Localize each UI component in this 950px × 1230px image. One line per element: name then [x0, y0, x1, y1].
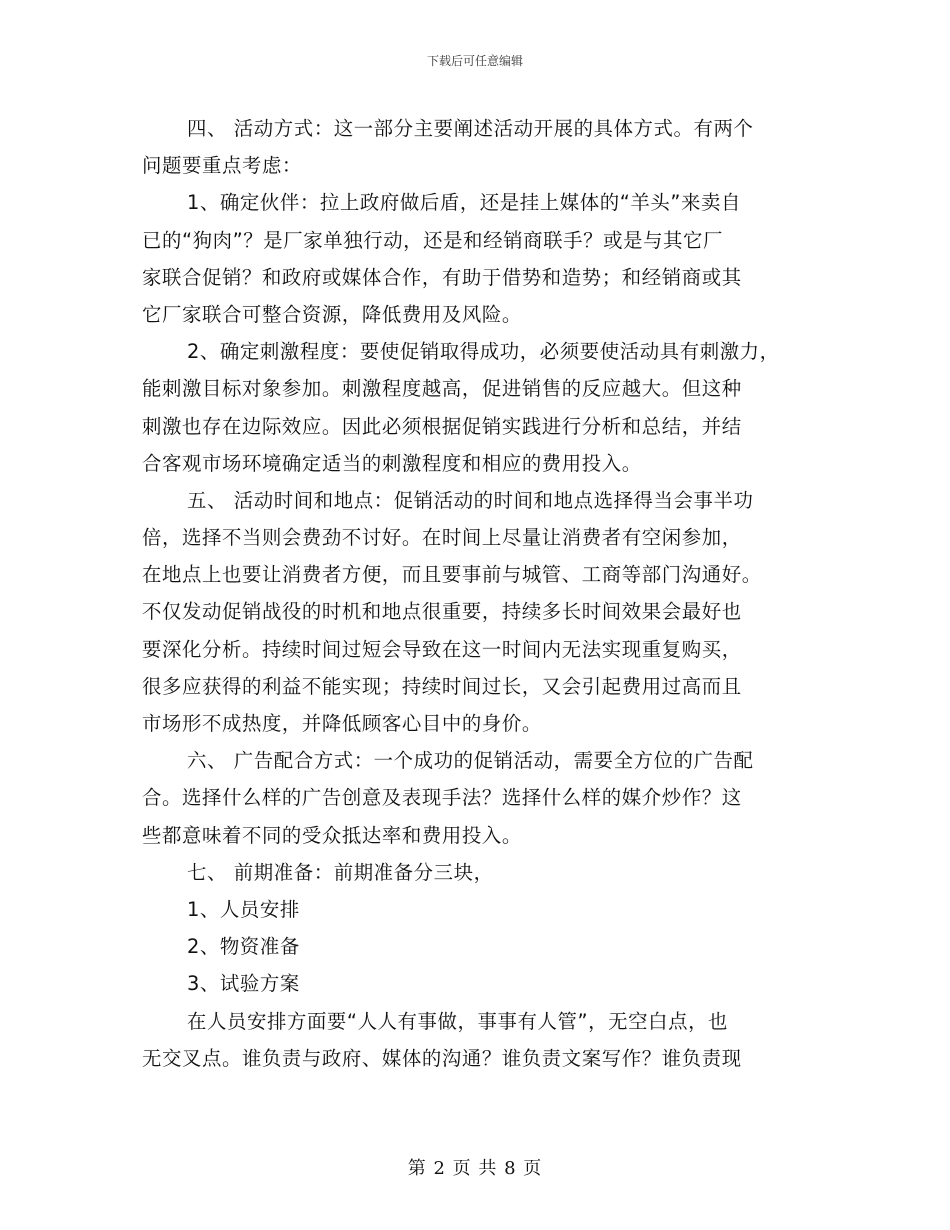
- text-line: 1、人员安排: [187, 897, 300, 921]
- text-line: 市场形不成热度，并降低顾客心目中的身价。: [142, 712, 542, 735]
- text-line: 不仅发动促销战役的时机和地点很重要，持续多长时间效果会最好也: [142, 600, 742, 624]
- page-footer: 第 2 页 共 8 页: [407, 1158, 543, 1179]
- text-line: 3、试验方案: [187, 972, 300, 996]
- body-text: [142, 110, 817, 1077]
- text-line: 很多应获得的利益不能实现；持续时间过长，又会引起费用过高而且: [142, 674, 742, 698]
- text-line: 已的“狗肉”？是厂家单独行动，还是和经销商联手？或是与其它厂: [142, 228, 724, 252]
- text-line: 六、 广告配合方式：一个成功的促销活动，需要全方位的广告配: [187, 749, 754, 773]
- text-line: 合客观市场环境确定适当的刺激程度和相应的费用投入。: [142, 451, 642, 475]
- page-header: 下载后可任意编辑: [426, 54, 523, 68]
- text-line: 倍，选择不当则会费劲不讨好。在时间上尽量让消费者有空闲参加，: [142, 526, 742, 550]
- text-line: 五、 活动时间和地点：促销活动的时间和地点选择得当会事半功: [187, 488, 754, 512]
- text-line: 无交叉点。谁负责与政府、媒体的沟通？谁负责文案写作？谁负责现: [142, 1046, 742, 1070]
- text-line: 些都意味着不同的受众抵达率和费用投入。: [142, 823, 522, 847]
- text-line: 在地点上也要让消费者方便，而且要事前与城管、工商等部门沟通好。: [142, 563, 762, 587]
- text-line: 家联合促销？和政府或媒体合作，有助于借势和造势；和经销商或其: [142, 265, 742, 289]
- text-line: 七、 前期准备：前期准备分三块，: [187, 860, 494, 884]
- text-line: 它厂家联合可整合资源，降低费用及风险。: [142, 302, 522, 326]
- text-line: 2、物资准备: [187, 935, 300, 959]
- text-line: 能刺激目标对象参加。刺激程度越高，促进销售的反应越大。但这种: [142, 377, 742, 401]
- text-line: 2、确定刺激程度：要使促销取得成功，必须要使活动具有刺激力，: [187, 340, 780, 364]
- text-line: 四、 活动方式：这一部分主要阐述活动开展的具体方式。有两个: [187, 117, 754, 140]
- text-line: 刺激也存在边际效应。因此必须根据促销实践进行分析和总结，并结: [142, 414, 742, 438]
- text-line: 要深化分析。持续时间过短会导致在这一时间内无法实现重复购买，: [142, 637, 742, 661]
- text-line: 1、确定伙伴：拉上政府做后盾，还是挂上媒体的“羊头”来卖自: [187, 191, 741, 215]
- text-line: 合。选择什么样的广告创意及表现手法？选择什么样的媒介炒作？这: [142, 786, 742, 810]
- text-line: 问题要重点考虑：: [142, 154, 302, 178]
- text-line: 在人员安排方面要“人人有事做，事事有人管”，无空白点，也: [187, 1009, 729, 1033]
